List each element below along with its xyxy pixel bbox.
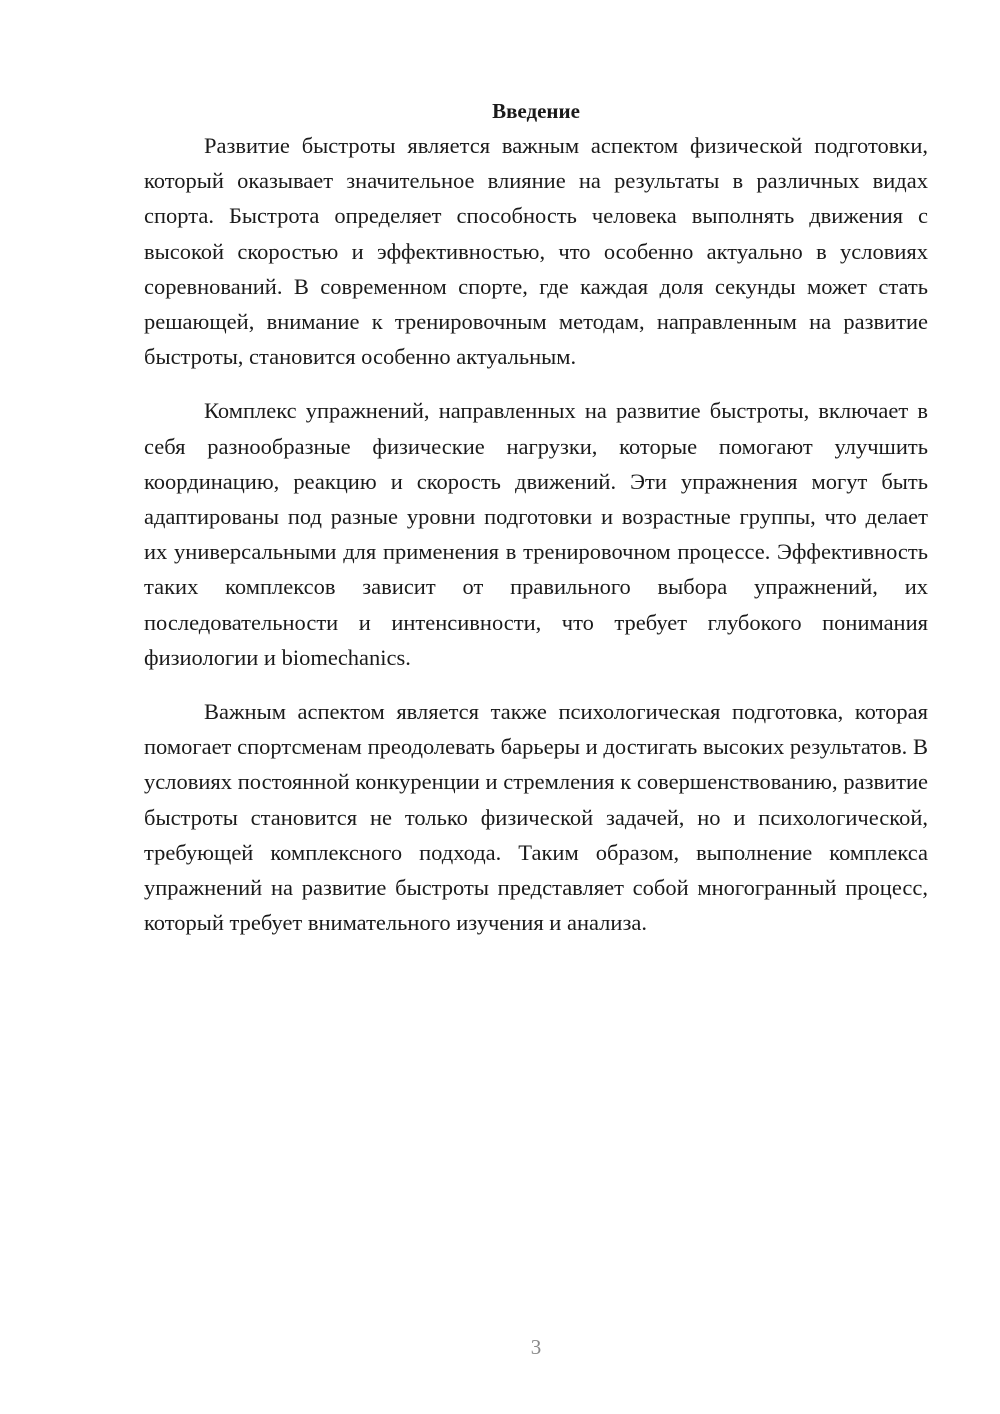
page-content [144,94,928,940]
section-title: Введение [492,99,580,123]
paragraph-1: Развитие быстроты является важным аспектом физической подготовки, который оказывает значительное влияние на результаты в различных видах спорта. Быстрота определяет способность человека выполнять движения с высокой скоростью и эффективностью, что особенно актуально в условиях соревнований. В современном спорте, где каждая доля секунды может стать решающей, внимание к тренировочным методам, направленным на развитие быстроты, становится особенно актуальным. [144,133,928,370]
page-number: 3 [530,1335,542,1359]
paragraph-2: Комплекс упражнений, направленных на развитие быстроты, включает в себя разнообразные физические нагрузки, которые помогают улучшить координацию, реакцию и скорость движений. Эти упражнения могут быть адаптированы под разные уровни подготовки и возрастные группы, что делает их универсальными для применения в тренировочном процессе. Эффективность таких комплексов зависит от правильного выбора упражнений, их последовательности и интенсивности, что требует глубокого понимания физиологии и biomechanics. [144,398,928,670]
paragraph-3: Важным аспектом является также психологическая подготовка, которая помогает спортсменам преодолевать барьеры и достигать высоких результатов. В условиях постоянной конкуренции и стремления к совершенствованию, развитие быстроты становится не только физической задачей, но и психологической, требующей комплексного подхода. Таким образом, выполнение комплекса упражнений на развитие быстроты представляет собой многогранный процесс, который требует внимательного изучения и анализа. [144,699,928,936]
